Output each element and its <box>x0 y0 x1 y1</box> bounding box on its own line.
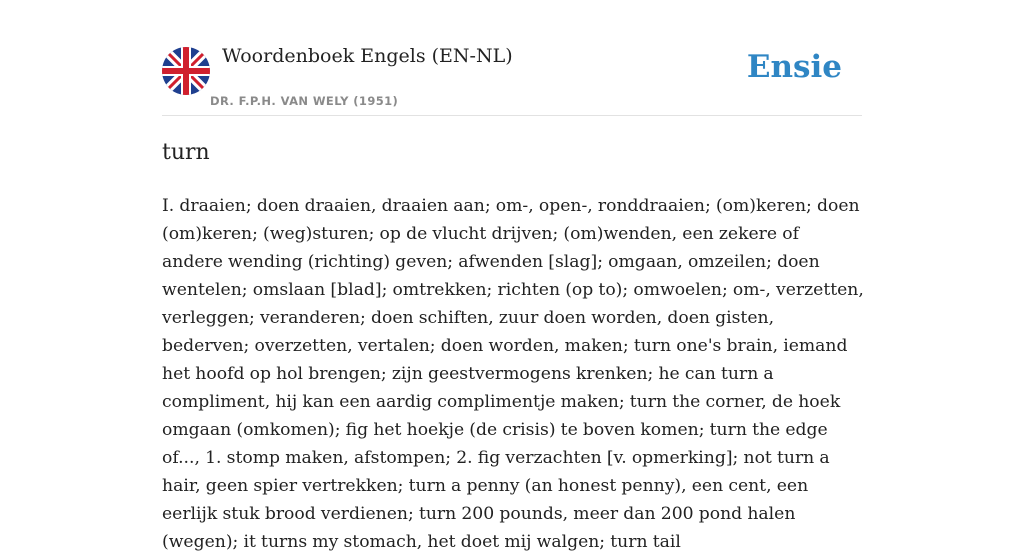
ensie-logo[interactable]: Ensie <box>746 49 842 85</box>
entry-definition: I. draaien; doen draaien, draaien aan; om-, open-, ronddraaien; (om)keren; doen (om)keren; (weg)sturen; op de vlucht drijven; (om)wenden, een zekere of andere wending (richting) geven; afwenden [slag]; omgaan, omzeilen; doen wentelen; omslaan [blad]; omtrekken; richten (op to); omwoelen; om-, verzetten, verleggen; veranderen; doen schiften, zuur doen worden, doen gisten, bederven; overzetten, vertalen; doen worden, maken; turn one's brain, iemand het hoofd op hol brengen; zijn geestvermogens krenken; he can turn a compliment, hij kan een aardig complimentje maken; turn the corner, de hoek omgaan (omkomen); fig het hoekje (de crisis) te boven komen; turn the edge of..., 1. stomp maken, afstompen; 2. fig verzachten [v. opmerking]; not turn a hair, geen spier vertrekken; turn a penny (an honest penny), een cent, een eerlijk stuk brood verdienen; turn 200 pounds, meer dan 200 pond halen (wegen); it turns my stomach, het doet mij walgen; turn tail <box>162 196 864 552</box>
entry-headword: turn <box>162 140 210 165</box>
uk-flag-icon <box>162 47 210 95</box>
header-divider <box>162 115 862 116</box>
dictionary-author: DR. F.P.H. VAN WELY (1951) <box>210 94 399 108</box>
entry-card <box>162 0 864 552</box>
dictionary-title[interactable]: Woordenboek Engels (EN-NL) <box>222 45 513 67</box>
